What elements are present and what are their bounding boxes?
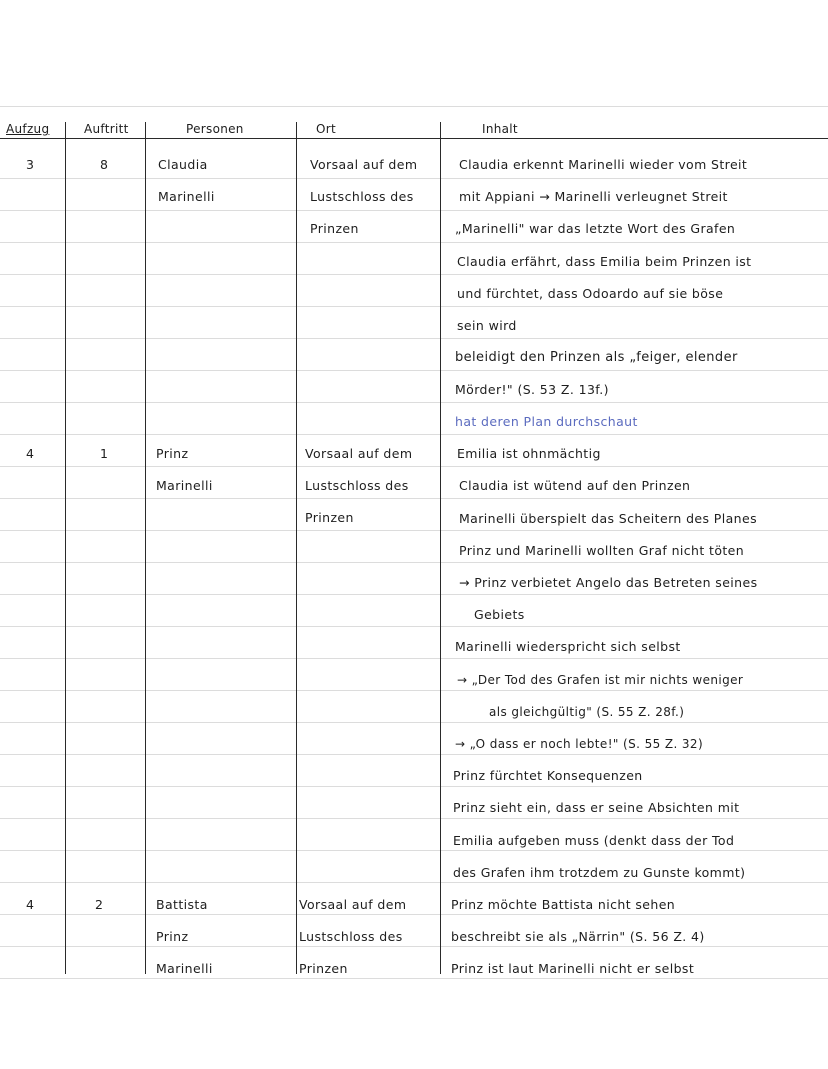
rule-line — [0, 434, 828, 435]
cell-person: Claudia — [158, 157, 208, 172]
cell-ort: Lustschloss des — [305, 478, 409, 493]
cell-ort: Vorsaal auf dem — [305, 446, 413, 461]
cell-inhalt-line: des Grafen ihm trotzdem zu Gunste kommt) — [453, 865, 746, 880]
cell-ort: Prinzen — [310, 221, 359, 236]
cell-aufzug: 4 — [26, 897, 35, 912]
cell-aufzug: 3 — [26, 157, 35, 172]
rule-line — [0, 594, 828, 595]
column-divider — [145, 122, 146, 974]
rule-line — [0, 978, 828, 979]
cell-inhalt-line: → Prinz verbietet Angelo das Betreten seines — [459, 575, 758, 590]
column-divider — [65, 122, 66, 974]
cell-auftritt: 2 — [95, 897, 104, 912]
rule-line — [0, 498, 828, 499]
cell-inhalt-line: Claudia erfährt, dass Emilia beim Prinzen ist — [457, 254, 752, 269]
cell-inhalt-line: Prinz möchte Battista nicht sehen — [451, 897, 676, 912]
header-aufzug: Aufzug — [6, 122, 50, 136]
cell-inhalt-line: beleidigt den Prinzen als „feiger, elender — [455, 350, 738, 365]
rule-line — [0, 530, 828, 531]
cell-inhalt-line: Mörder!" (S. 53 Z. 13f.) — [455, 382, 609, 397]
cell-inhalt-line: Gebiets — [474, 607, 525, 622]
cell-auftritt: 1 — [100, 446, 109, 461]
cell-person: Battista — [156, 897, 208, 912]
cell-inhalt-line: Claudia erkennt Marinelli wieder vom Streit — [459, 157, 748, 172]
rule-line — [0, 882, 828, 883]
cell-ort: Lustschloss des — [310, 189, 414, 204]
rule-line — [0, 338, 828, 339]
rule-line — [0, 946, 828, 947]
cell-inhalt-line: Prinz und Marinelli wollten Graf nicht töten — [459, 543, 745, 558]
rule-line — [0, 106, 828, 107]
cell-inhalt-line: Claudia ist wütend auf den Prinzen — [459, 478, 691, 493]
cell-ort: Prinzen — [305, 510, 354, 525]
cell-inhalt-line: Emilia ist ohnmächtig — [457, 446, 601, 461]
cell-inhalt-line: → „Der Tod des Grafen ist mir nichts weniger — [457, 673, 744, 687]
rule-line — [0, 786, 828, 787]
column-divider — [296, 122, 297, 974]
rule-line — [0, 658, 828, 659]
rule-line — [0, 466, 828, 467]
cell-ort: Lustschloss des — [299, 929, 403, 944]
rule-line — [0, 754, 828, 755]
cell-inhalt-line: Emilia aufgeben muss (denkt dass der Tod — [453, 833, 735, 848]
cell-inhalt-line: „Marinelli" war das letzte Wort des Grafen — [455, 221, 736, 236]
cell-auftritt: 8 — [100, 157, 109, 172]
rule-line — [0, 178, 828, 179]
header-auftritt: Auftritt — [84, 122, 129, 136]
rule-line — [0, 690, 828, 691]
rule-line — [0, 562, 828, 563]
cell-inhalt-note: hat deren Plan durchschaut — [455, 414, 638, 429]
rule-line — [0, 626, 828, 627]
cell-inhalt-line: Prinz ist laut Marinelli nicht er selbst — [451, 961, 695, 976]
cell-ort: Vorsaal auf dem — [310, 157, 418, 172]
cell-ort: Vorsaal auf dem — [299, 897, 407, 912]
cell-inhalt-line: sein wird — [457, 318, 517, 333]
header-ort: Ort — [316, 122, 336, 136]
cell-person: Marinelli — [156, 961, 213, 976]
rule-line — [0, 370, 828, 371]
cell-inhalt-line: → „O dass er noch lebte!" (S. 55 Z. 32) — [455, 737, 704, 751]
cell-person: Prinz — [156, 929, 189, 944]
rule-line — [0, 242, 828, 243]
cell-ort: Prinzen — [299, 961, 348, 976]
cell-inhalt-line: und fürchtet, dass Odoardo auf sie böse — [457, 286, 724, 301]
cell-person: Prinz — [156, 446, 189, 461]
cell-inhalt-line: als gleichgültig" (S. 55 Z. 28f.) — [489, 705, 685, 719]
cell-inhalt-line: beschreibt sie als „Närrin" (S. 56 Z. 4) — [451, 929, 705, 944]
cell-inhalt-line: Prinz fürchtet Konsequenzen — [453, 768, 643, 783]
rule-line — [0, 818, 828, 819]
rule-line — [0, 722, 828, 723]
cell-person: Marinelli — [158, 189, 215, 204]
header-underline — [0, 138, 828, 139]
rule-line — [0, 850, 828, 851]
cell-inhalt-line: Prinz sieht ein, dass er seine Absichten mit — [453, 800, 740, 815]
header-inhalt: Inhalt — [482, 122, 518, 136]
rule-line — [0, 274, 828, 275]
cell-inhalt-line: Marinelli überspielt das Scheitern des Planes — [459, 511, 757, 526]
rule-line — [0, 306, 828, 307]
header-personen: Personen — [186, 122, 244, 136]
rule-line — [0, 402, 828, 403]
column-divider — [440, 122, 441, 974]
cell-inhalt-line: Marinelli wiederspricht sich selbst — [455, 639, 681, 654]
cell-inhalt-line: mit Appiani → Marinelli verleugnet Streit — [459, 189, 728, 204]
rule-line — [0, 914, 828, 915]
rule-line — [0, 210, 828, 211]
cell-person: Marinelli — [156, 478, 213, 493]
cell-aufzug: 4 — [26, 446, 35, 461]
